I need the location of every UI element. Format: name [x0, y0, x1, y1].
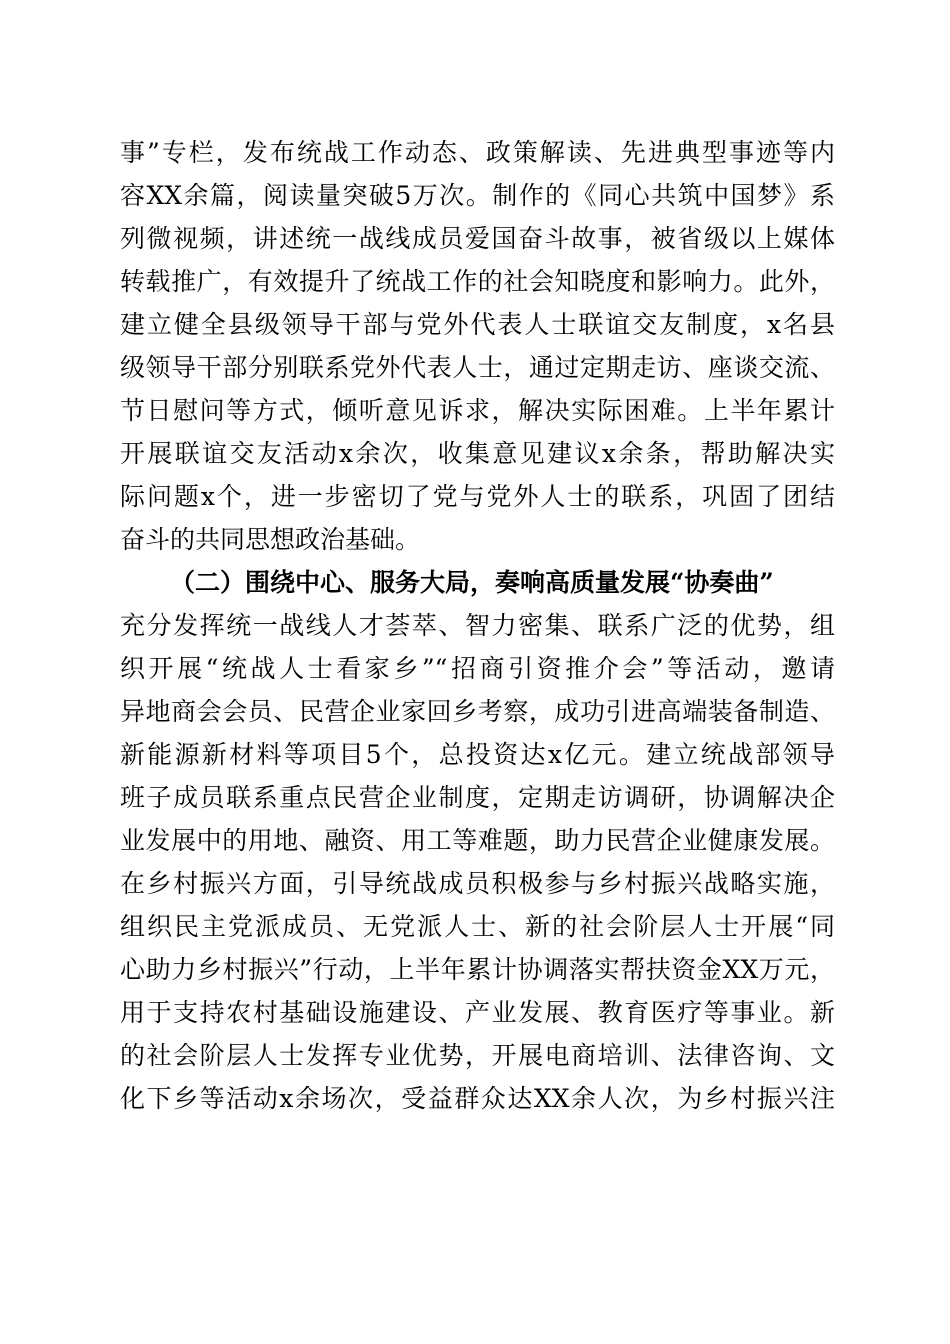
text-line-17: 业发展中的用地、融资、用工等难题，助力民营企业健康发展。	[120, 826, 835, 855]
section-heading: （二）围绕中心、服务大局，奏响高质量发展“协奏曲”	[170, 568, 774, 597]
text-line-16: 班子成员联系重点民营企业制度，定期走访调研，协调解决企	[120, 783, 835, 812]
text-line-18: 在乡村振兴方面，引导统战成员积极参与乡村振兴战略实施，	[120, 869, 835, 898]
text-line-2: 容XX余篇，阅读量突破5万次。制作的《同心共筑中国梦》系	[120, 181, 835, 210]
text-line-4: 转载推广，有效提升了统战工作的社会知晓度和影响力。此外，	[120, 267, 835, 296]
text-line-13: 织开展“统战人士看家乡”“招商引资推介会”等活动，邀请	[120, 654, 835, 683]
text-line-6: 级领导干部分别联系党外代表人士，通过定期走访、座谈交流、	[120, 353, 835, 382]
text-line-1: 事”专栏，发布统战工作动态、政策解读、先进典型事迹等内	[120, 138, 835, 167]
text-line-20: 心助力乡村振兴”行动，上半年累计协调落实帮扶资金XX万元，	[120, 955, 835, 984]
text-line-5: 建立健全县级领导干部与党外代表人士联谊交友制度，x名县	[120, 310, 835, 339]
text-line-10: 奋斗的共同思想政治基础。	[120, 525, 421, 554]
text-line-14: 异地商会会员、民营企业家回乡考察，成功引进高端装备制造、	[120, 697, 835, 726]
text-line-22: 的社会阶层人士发挥专业优势，开展电商培训、法律咨询、文	[120, 1041, 835, 1070]
text-line-9: 际问题x个，进一步密切了党与党外人士的联系，巩固了团结	[120, 482, 835, 511]
text-line-15: 新能源新材料等项目5个，总投资达x亿元。建立统战部领导	[120, 740, 835, 769]
text-line-23: 化下乡等活动x余场次，受益群众达XX余人次，为乡村振兴注	[120, 1084, 835, 1113]
text-line-19: 组织民主党派成员、无党派人士、新的社会阶层人士开展“同	[120, 912, 835, 941]
text-line-7: 节日慰问等方式，倾听意见诉求，解决实际困难。上半年累计	[120, 396, 835, 425]
text-line-3: 列微视频，讲述统一战线成员爱国奋斗故事，被省级以上媒体	[120, 224, 835, 253]
text-line-12: 充分发挥统一战线人才荟萃、智力密集、联系广泛的优势，组	[120, 611, 835, 640]
text-line-21: 用于支持农村基础设施建设、产业发展、教育医疗等事业。新	[120, 998, 835, 1027]
text-line-8: 开展联谊交友活动x余次，收集意见建议x余条，帮助解决实	[120, 439, 835, 468]
